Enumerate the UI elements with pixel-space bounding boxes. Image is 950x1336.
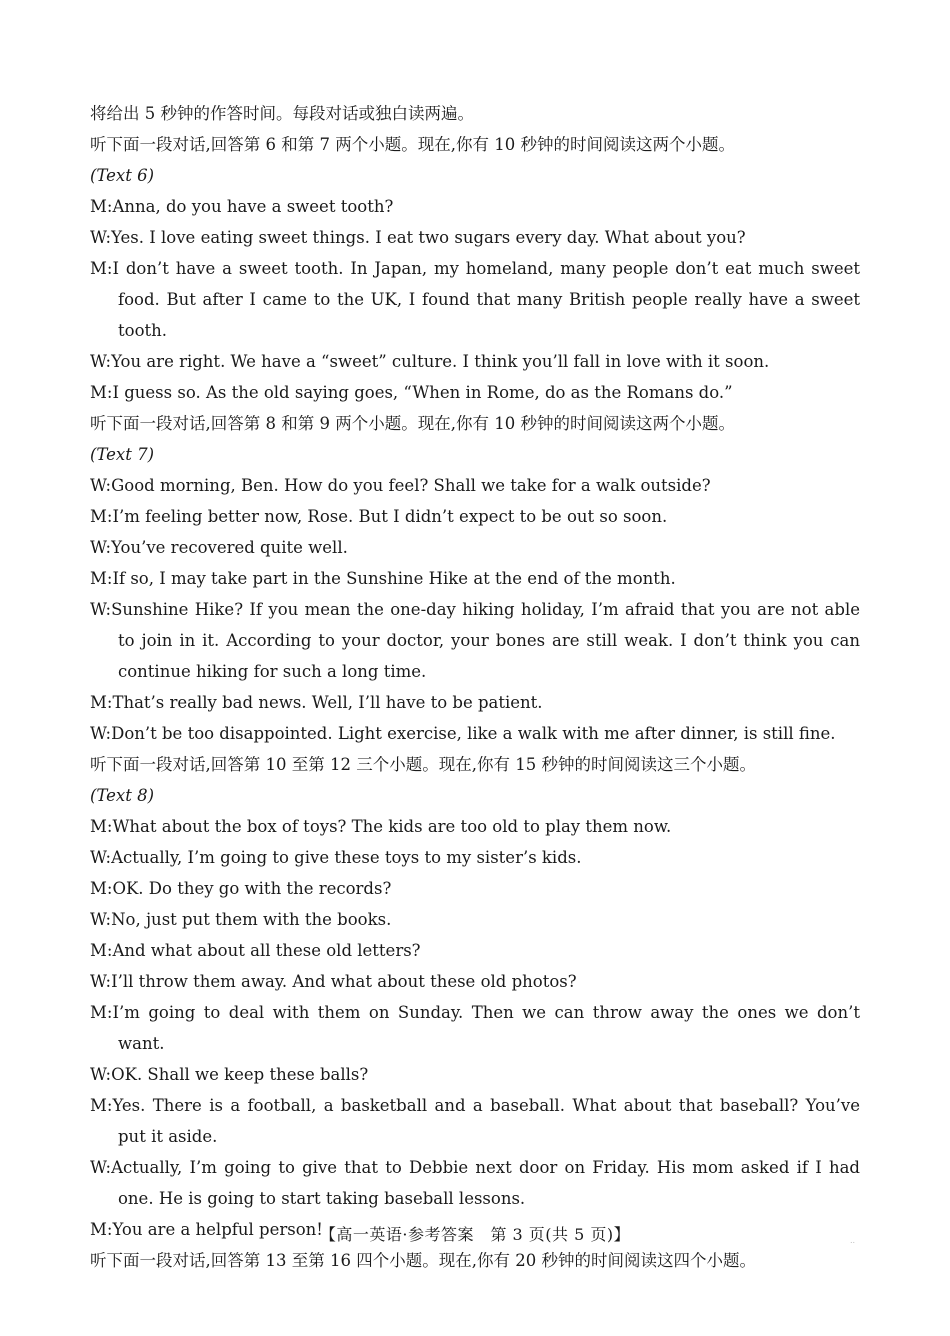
dialogue-line: W:Yes. I love eating sweet things. I eat two sugars every day. What about you? (90, 228, 746, 247)
dialogue-line: M:You are a helpful person! (90, 1220, 323, 1239)
dialogue-line: M:I don’t have a sweet tooth. In Japan, my homeland, many people don’t eat much sweet food. But after I came to the UK, I found that many British people really have a sweet tooth. (90, 259, 860, 340)
corner-dots-decoration: .. (850, 1236, 856, 1245)
dialogue-line: M:What about the box of toys? The kids are too old to play them now. (90, 817, 672, 836)
text-label: (Text 7) (90, 445, 155, 464)
instruction-line: 听下面一段对话,回答第 10 至第 12 三个小题。现在,你有 15 秒钟的时间阅读这三个小题。 (90, 755, 756, 774)
instruction-line: 将给出 5 秒钟的作答时间。每段对话或独白读两遍。 (90, 104, 474, 123)
dialogue-line: M:I’m going to deal with them on Sunday. Then we can throw away the ones we don’t want. (90, 1003, 860, 1053)
instruction-line: 听下面一段对话,回答第 8 和第 9 两个小题。现在,你有 10 秒钟的时间阅读这两个小题。 (90, 414, 735, 433)
dialogue-line: W:Actually, I’m going to give that to Debbie next door on Friday. His mom asked if I had one. He is going to start taking baseball lessons. (90, 1158, 860, 1208)
dialogue-line: M:I guess so. As the old saying goes, “When in Rome, do as the Romans do.” (90, 383, 733, 402)
dialogue-line: W:You are right. We have a “sweet” culture. I think you’ll fall in love with it soon. (90, 352, 770, 371)
dialogue-line: W:I’ll throw them away. And what about these old photos? (90, 972, 577, 991)
dialogue-line: W:No, just put them with the books. (90, 910, 392, 929)
dialogue-line: W:Actually, I’m going to give these toys to my sister’s kids. (90, 848, 582, 867)
text-label: (Text 6) (90, 166, 155, 185)
dialogue-line: M:If so, I may take part in the Sunshine Hike at the end of the month. (90, 569, 676, 588)
dialogue-line: W:OK. Shall we keep these balls? (90, 1065, 369, 1084)
dialogue-line: M:Anna, do you have a sweet tooth? (90, 197, 394, 216)
dialogue-line: M:And what about all these old letters? (90, 941, 421, 960)
dialogue-line: M:I’m feeling better now, Rose. But I didn’t expect to be out so soon. (90, 507, 668, 526)
document-body (90, 98, 860, 1276)
instruction-line: 听下面一段对话,回答第 13 至第 16 四个小题。现在,你有 20 秒钟的时间阅读这四个小题。 (90, 1251, 756, 1270)
dialogue-line: W:You’ve recovered quite well. (90, 538, 348, 557)
dialogue-line: M:OK. Do they go with the records? (90, 879, 392, 898)
dialogue-line: W:Good morning, Ben. How do you feel? Shall we take for a walk outside? (90, 476, 711, 495)
text-label: (Text 8) (90, 786, 155, 805)
page-footer: 【高一英语·参考答案 第 3 页(共 5 页)】 (319, 1225, 631, 1244)
dialogue-line: M:That’s really bad news. Well, I’ll have to be patient. (90, 693, 543, 712)
dialogue-line: W:Don’t be too disappointed. Light exercise, like a walk with me after dinner, is still fine. (90, 724, 836, 743)
dialogue-line: M:Yes. There is a football, a basketball and a baseball. What about that baseball? You’ve put it aside. (90, 1096, 860, 1146)
dialogue-line: W:Sunshine Hike? If you mean the one-day hiking holiday, I’m afraid that you are not able to join in it. According to your doctor, your bones are still weak. I don’t think you can continue hiking for such a long time. (90, 600, 860, 681)
instruction-line: 听下面一段对话,回答第 6 和第 7 两个小题。现在,你有 10 秒钟的时间阅读这两个小题。 (90, 135, 735, 154)
